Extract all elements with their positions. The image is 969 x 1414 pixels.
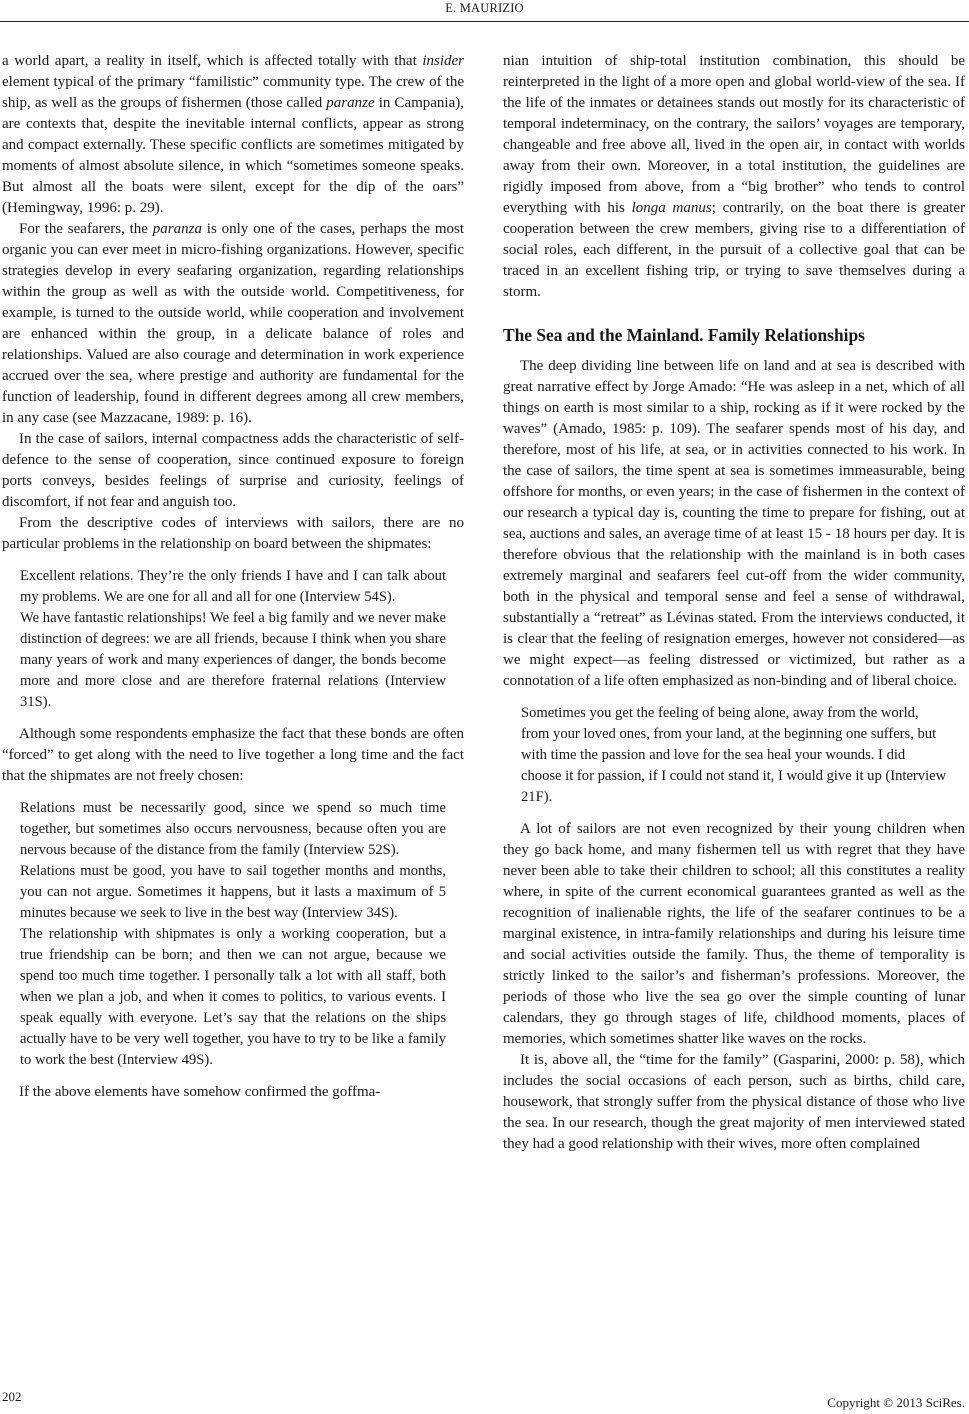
quote-paragraph: We have fantastic relationships! We feel a big family and we never make distinction of degrees: we are all friends, because I think when you share many years of work and many experiences of danger, the bonds become more and more close and are therefore fraternal relations (Interview 31S). bbox=[20, 610, 446, 710]
block-quote bbox=[521, 703, 947, 808]
quote-paragraph: The relationship with shipmates is only a working cooperation, but a true friendship can be born; and then we can not argue, because we spend too much time together. I personally talk a lot with all staff, both when we plan a job, and when it comes to politics, to various events. I speak equally with everyone. Let’s say that the relations on the ships actually have to be very well together, you have to try to be like a family to work the best (Interview 49S). bbox=[20, 926, 446, 1068]
paragraph: In the case of sailors, internal compactness adds the characteristic of self-defence to the sense of cooperation, since continued exposure to foreign ports conveys, besides feelings of surprise and curiosity, feelings of discomfort, if not fear and anguish too. bbox=[2, 431, 464, 510]
section-heading: The Sea and the Mainland. Family Relationships bbox=[503, 325, 865, 345]
paragraph: It is, above all, the “time for the family” (Gasparini, 2000: p. 58), which includes the social occasions of each person, such as births, child care, housework, that strongly suffer from the physical distance of those who live the sea. In our research, though the great majority of men interviewed stated they had a good relationship with their wives, more often complained bbox=[503, 1052, 965, 1152]
text-run: element typical of the primary “familistic” community type. The crew of the ship, as well as the groups of fishermen (those called bbox=[2, 74, 464, 111]
quote-paragraph: Relations must be necessarily good, since we spend so much time together, but sometimes also occurs nervousness, because often you are nervous because of the distance from the family (Interview 52S). bbox=[20, 800, 446, 858]
paragraph bbox=[503, 51, 965, 303]
page-number: 202 bbox=[2, 1389, 22, 1404]
quote-paragraph: Sometimes you get the feeling of being alone, away from the world, from your loved ones, from your land, at the beginning one suffers, but with time the passion and love for the sea heal your wounds. I did choose it for passion, if I could not stand it, I would give it up (Interview 21F). bbox=[521, 705, 947, 805]
text-run: is only one of the cases, perhaps the most organic you can ever meet in micro-fishing organizations. However, specific strategies develop in every seafaring organization, regarding relationships within the group as well as with the outside world. Competitiveness, for example, is turned to the outside world, while cooperation and involvement are enhanced within the group, in a delicate balance of roles and relationships. Valued are also courage and determination in work experience accrued over the sea, where prestige and authority are fundamental for the function of leadership, found in different degrees among all crew members, in any case (see Mazzacane, 1989: p. 16). bbox=[2, 221, 465, 426]
text-run: ; contrarily, on the boat there is greater cooperation between the crew members, giving rise to a differentiation of social roles, each different, in the pursuit of a collective goal that can be traced in an excellent fishing trip, or trying to save themselves during a storm. bbox=[503, 200, 965, 300]
running-header bbox=[0, 0, 969, 20]
text-run: in Campania), are contexts that, despite the inevitable internal conflicts, appear as strong and compact externally. These specific conflicts are sometimes mitigated by moments of almost absolute silence, in which “sometimes someone speaks. But almost all the boats were silent, except for the dip of the oars” (Hemingway, 1996: p. 29). bbox=[2, 95, 464, 216]
block-quote bbox=[20, 798, 446, 1071]
paragraph bbox=[2, 51, 464, 219]
italic-term: paranze bbox=[326, 95, 375, 111]
text-run: nian intuition of ship-total institution combination, this should be reinterpreted in the light of a more open and global world-view of the sea. If the life of the inmates or detainees stands out mostly for its characteristic of temporal indeterminacy, on the contrary, the sailors’ voyages are temporary, changeable and free above all, lived in the open air, in contact with worlds away from their own. Moreover, in a total institution, the guidelines are rigidly imposed from above, from a “big brother” who tends to control everything with his bbox=[503, 53, 965, 216]
paragraph bbox=[2, 219, 464, 429]
paragraph: Although some respondents emphasize the fact that these bonds are often “forced” to get along with the need to live together a long time and the fact that the shipmates are not freely chosen: bbox=[2, 726, 464, 784]
text-run: a world apart, a reality in itself, which is affected totally with that bbox=[2, 53, 423, 69]
quote-paragraph: Excellent relations. They’re the only friends I have and I can talk about my problems. We are one for all and all for one (Interview 54S). bbox=[20, 568, 446, 605]
header-rule bbox=[0, 21, 969, 22]
paragraph: From the descriptive codes of interviews with sailors, there are no particular problems in the relationship on board between the shipmates: bbox=[2, 515, 464, 552]
copyright-notice: Copyright © 2013 SciRes. bbox=[827, 1395, 965, 1410]
text-run: For the seafarers, the bbox=[19, 221, 153, 237]
paragraph: If the above elements have somehow confirmed the goffma- bbox=[19, 1084, 381, 1100]
italic-term: insider bbox=[422, 53, 464, 69]
italic-term: paranza bbox=[152, 221, 202, 237]
paragraph: A lot of sailors are not even recognized by their young children when they go back home, and many fishermen tell us with regret that they have never been able to take their children to school; all this constitutes a reality where, in spite of the current economical guarantees granted as well as the recognition of inalienable rights, the life of the seafarer continues to be a marginal existence, in intra-family relationships and during his leisure time and social activities outside the family. Thus, the theme of temporality is strictly linked to the sailor’s and fisherman’s professions. Moreover, the periods of those who live the sea go over the simple counting of lunar calendars, they go through stages of life, childhood moments, places of memories, which sometimes shatter like waves on the rocks. bbox=[503, 821, 965, 1047]
right-column bbox=[503, 51, 965, 1155]
running-title: E. MAURIZIO bbox=[445, 1, 524, 15]
left-column bbox=[2, 51, 464, 1103]
quote-paragraph: Relations must be good, you have to sail together months and months, you can not argue. Sometimes it happens, but it lasts a maximum of 5 minutes because we seek to live in the best way (Interview 34S). bbox=[20, 863, 446, 921]
italic-term: longa manus bbox=[631, 200, 712, 216]
paragraph: The deep dividing line between life on land and at sea is described with great narrative effect by Jorge Amado: “He was asleep in a net, which of all things on earth is most similar to a ship, rocking as if it were rocked by the waves” (Amado, 1985: p. 109). The seafarer spends most of his day, and therefore, most of his life, at sea, or in activities connected to his work. In the case of sailors, the time spent at sea is sometimes immeasurable, being offshore for months, or even years; in the case of fishermen in the context of our research a typical day is, counting the time to prepare for fishing, out at sea, auctions and sales, an average time of at least 15 - 18 hours per day. It is therefore obvious that the relationship with the mainland is in both cases extremely marginal and seafarers feel cut-off from the wider community, both in the physical and temporal sense and feel a sense of withdrawal, substantially a “retreat” as Lévinas stated. From the interviews conducted, it is clear that the feeling of resignation emerges, however not considered—as we might expect—as feeling distressed or victimized, but rather as a connotation of a life often emphasized as non-binding and of liberal choice. bbox=[503, 358, 965, 689]
block-quote bbox=[20, 566, 446, 713]
